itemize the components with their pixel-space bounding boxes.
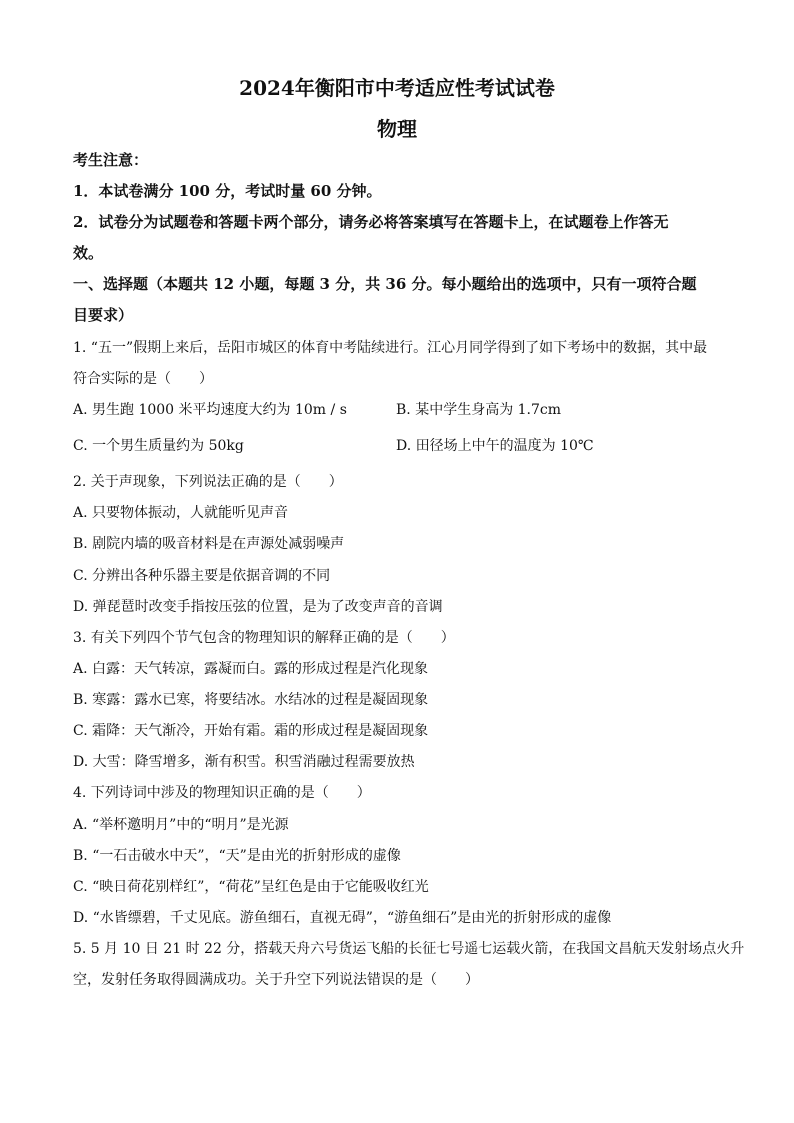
notice-item-2-line-1: 2．试卷分为试题卷和答题卡两个部分，请务必将答案填写在答题卡上，在试题卷上作答无 xyxy=(73,213,669,231)
q3-option-b: B. 寒露：露水已寒，将要结冰。水结冰的过程是凝固现象 xyxy=(73,692,429,708)
q1-option-a: A. 男生跑 1000 米平均速度大约为 10m / s xyxy=(73,402,347,418)
subject-title: 物理 xyxy=(377,117,417,141)
q4-option-b: B. “一石击破水中天”，“天”是由光的折射形成的虚像 xyxy=(73,848,401,864)
q3-option-c: C. 霜降：天气渐冷，开始有霜。霜的形成过程是凝固现象 xyxy=(73,723,429,739)
q3-stem: 3. 有关下列四个节气包含的物理知识的解释正确的是（ ） xyxy=(73,630,455,646)
q4-option-d: D. “水皆缥碧，千丈见底。游鱼细石，直视无碍”，“游鱼细石”是由光的折射形成的虚像 xyxy=(73,910,612,926)
q1-stem-line-2: 符合实际的是（ ） xyxy=(73,371,213,387)
notice-item-2-line-2: 效。 xyxy=(73,244,104,262)
q5-stem-line-1: 5. 5 月 10 日 21 时 22 分，搭载天舟六号货运飞船的长征七号遥七运载火箭，在我国文昌航天发射场点火升 xyxy=(73,941,745,957)
notice-item-1: 1．本试卷满分 100 分，考试时量 60 分钟。 xyxy=(73,182,382,200)
q4-stem: 4. 下列诗词中涉及的物理知识正确的是（ ） xyxy=(73,785,371,801)
exam-title: 2024年衡阳市中考适应性考试试卷 xyxy=(239,76,555,100)
q1-option-c: C. 一个男生质量约为 50kg xyxy=(73,438,244,454)
q2-option-b: B. 剧院内墙的吸音材料是在声源处减弱噪声 xyxy=(73,536,345,552)
q4-option-a: A. “举杯邀明月”中的“明月”是光源 xyxy=(73,817,289,833)
q1-option-d: D. 田径场上中午的温度为 10℃ xyxy=(396,438,594,454)
q1-option-b: B. 某中学生身高为 1.7cm xyxy=(396,402,562,418)
section-heading-line-1: 一、选择题（本题共 12 小题，每题 3 分，共 36 分。每小题给出的选项中，只有一项符合题 xyxy=(73,275,697,293)
q2-stem: 2. 关于声现象，下列说法正确的是（ ） xyxy=(73,474,343,490)
q4-option-c: C. “映日荷花别样红”，“荷花”呈红色是由于它能吸收红光 xyxy=(73,879,429,895)
notice-heading: 考生注意： xyxy=(73,151,149,169)
q5-stem-line-2: 空，发射任务取得圆满成功。关于升空下列说法错误的是（ ） xyxy=(73,972,479,988)
q2-option-c: C. 分辨出各种乐器主要是依据音调的不同 xyxy=(73,568,331,584)
q3-option-a: A. 白露：天气转凉，露凝而白。露的形成过程是汽化现象 xyxy=(73,661,429,677)
section-heading-line-2: 目要求） xyxy=(73,306,134,324)
q3-option-d: D. 大雪：降雪增多，渐有积雪。积雪消融过程需要放热 xyxy=(73,754,415,770)
q2-option-d: D. 弹琵琶时改变手指按压弦的位置，是为了改变声音的音调 xyxy=(73,599,443,615)
q2-option-a: A. 只要物体振动，人就能听见声音 xyxy=(73,505,289,521)
q1-stem-line-1: 1. “五一”假期上来后，岳阳市城区的体育中考陆续进行。江心月同学得到了如下考场中的数据，其中最 xyxy=(73,340,708,356)
